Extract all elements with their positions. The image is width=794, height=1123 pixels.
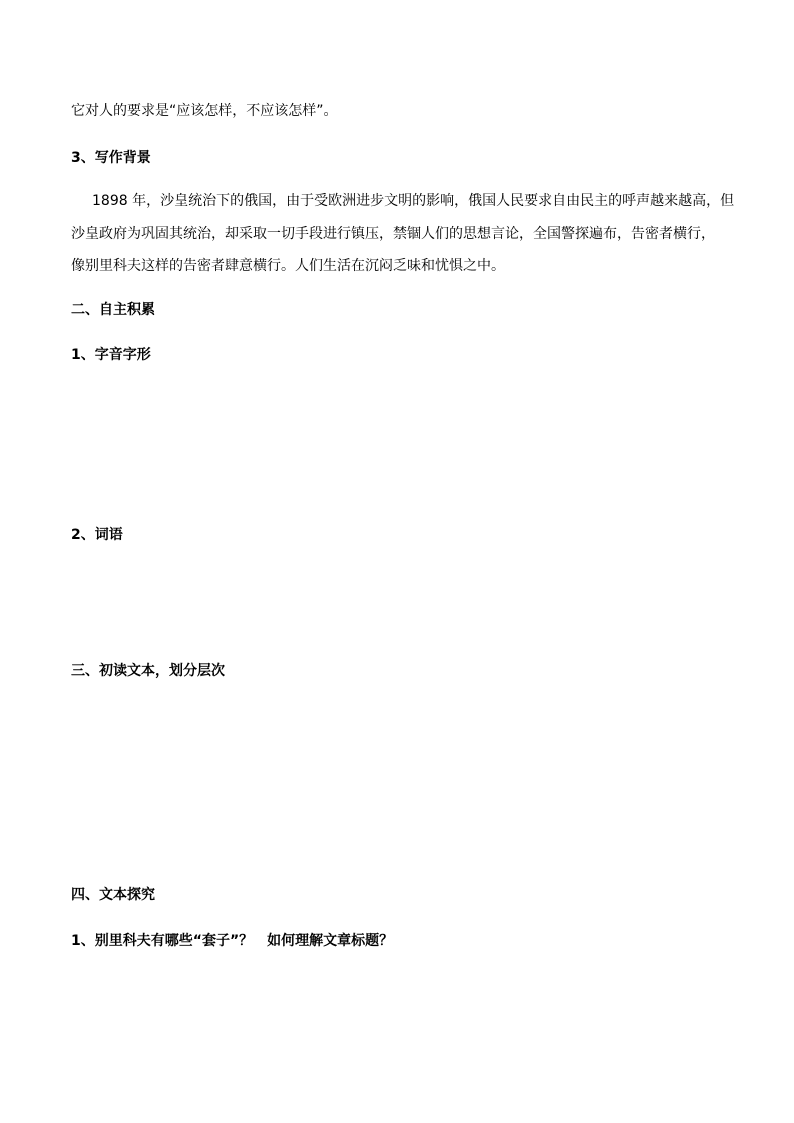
background-paragraph-line-3: 像别里科夫这样的告密者肆意横行。人们生活在沉闷乏味和忧惧之中。	[71, 258, 505, 274]
background-paragraph-line-2: 沙皇政府为巩固其统治，却采取一切手段进行镇压，禁锢人们的思想言论，全国警探遍布，告密者横行，	[71, 226, 715, 242]
writing-background-heading: 3、写作背景	[71, 150, 151, 166]
intro-line: 它对人的要求是“应该怎样，不应该怎样”。	[71, 103, 338, 119]
section-four-item-1: 1、别里科夫有哪些“套子”？ 如何理解文章标题？	[71, 933, 394, 949]
section-three-heading: 三、初读文本，划分层次	[71, 663, 225, 679]
section-two-item-2: 2、词语	[71, 527, 123, 543]
section-two-item-1: 1、字音字形	[71, 347, 151, 363]
background-paragraph-line-1: 1898 年，沙皇统治下的俄国，由于受欧洲进步文明的影响，俄国人民要求自由民主的呼声越来越高，但	[92, 193, 735, 209]
section-two-heading: 二、自主积累	[71, 302, 155, 318]
section-four-heading: 四、文本探究	[71, 887, 155, 903]
